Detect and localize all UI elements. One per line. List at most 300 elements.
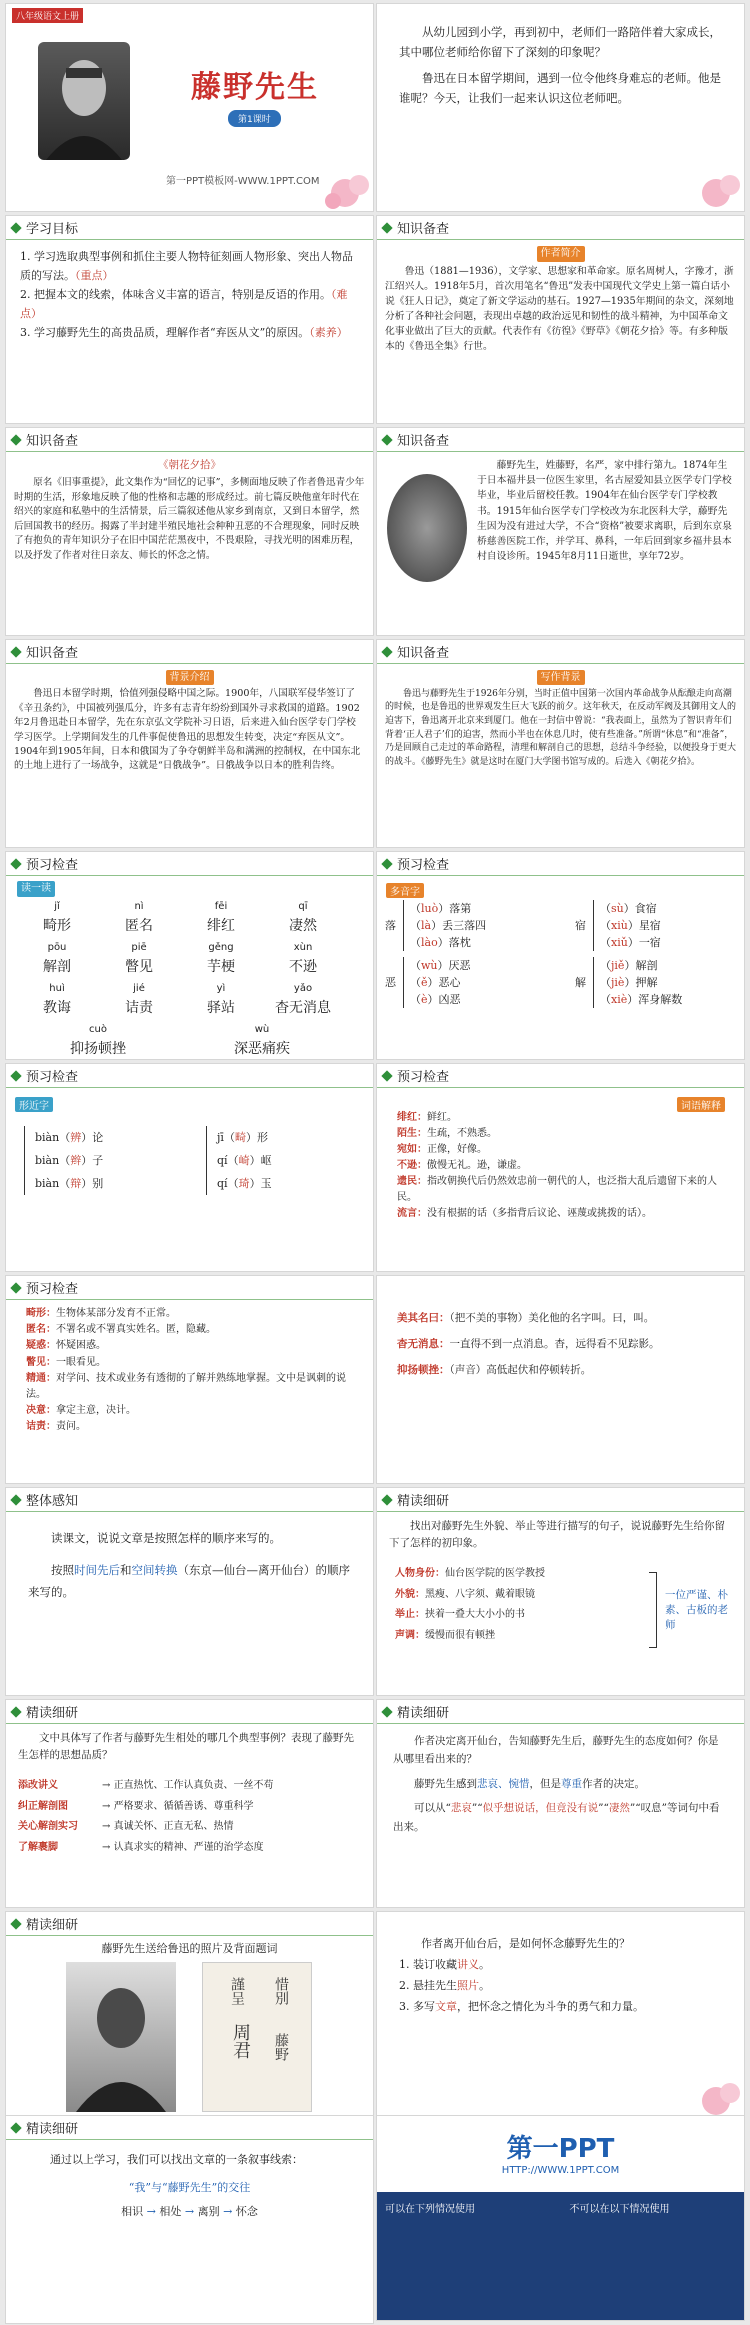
polyphone-item: （jiè）押解 [600,976,658,990]
answer-text: 1. 装订收藏 [399,1957,457,1971]
word: 诘责 [125,1000,153,1017]
diamond-icon [10,1282,21,1293]
answer-key: 尊重 [561,1777,582,1790]
inscription-text: 惜別 [273,1977,289,2005]
slide-attitude [376,1699,745,1908]
word: 芋梗 [207,959,235,976]
pinyin: xùn [293,942,313,954]
slide-remember [376,1911,745,2120]
diamond-icon [10,434,21,445]
pinyin: piē [131,942,147,954]
polyphone-item: （là）丢三落四 [410,919,487,933]
word: 驿站 [207,1000,235,1017]
vocab-item [26,1403,359,1419]
value: 挟着一叠大大小小的书 [425,1609,525,1620]
fujino-text: 藤野先生，姓藤野，名严，家中排行第九。1874年生于日本福井县一位医生家里，名古屋爱知县立医学专门学校毕业，毕业后留校任教。1904年在仙台医学专门学校教书。1915年仙台医学专门学校改为东北医科大学，藤野先生因为没有进过大学，不合“资格”被要求离职，后到东京泉桥慈善医院工作，并学耳、鼻科，一年后回到家乡福井县本村自设诊所。1945年8月11日逝世，享年72岁。 [477,460,732,563]
term: 诘责： [26,1421,56,1433]
answer-text: 作者的决定。 [582,1777,645,1790]
diamond-icon [10,1918,21,1929]
goal-tag: （难点） [20,287,348,320]
question: 文中具体写了作者与藤野先生相处的哪几个典型事例？表现了藤野先生怎样的思想品质？ [18,1732,354,1761]
char: 辨 [70,1131,82,1144]
similar-item: jī（畸）形 [217,1131,268,1144]
suffix: 论 [92,1131,104,1144]
slide-vocab-3 [376,1275,745,1484]
suffix: 子 [92,1154,104,1168]
definition: 怀疑困惑。 [56,1340,106,1352]
pinyin-item [180,940,262,979]
header-title: 预习检查 [26,1282,79,1297]
diamond-icon [10,2122,21,2133]
pinyin: qí [217,1177,228,1191]
intro-paragraph-2: 鲁迅在日本留学期间，遇到一位令他终身难忘的老师。他是谁呢？今天，让我们一起来认识这位老师吧。 [399,71,721,106]
slide-header [377,1064,744,1088]
clue-step: 离别 [197,2204,220,2218]
pinyin-item [262,899,344,938]
header-title: 知识备查 [397,434,450,449]
event-row: 关心解剖实习 → 真诚关怀、正直无私、热情 [18,1817,274,1838]
word: 一宿 [638,936,661,950]
slide-header [377,216,744,240]
pinyin: fēi [214,901,228,913]
question: 作者决定离开仙台，告知藤野先生后，藤野先生的态度如何？你是从哪里看出来的？ [393,1735,719,1766]
section-tag: 背景介绍 [166,670,214,685]
header-title: 知识备查 [397,222,450,237]
pinyin-item [180,899,262,938]
pinyin: biàn [35,1131,60,1144]
brand-url[interactable]: HTTP://WWW.1PPT.COM [501,2165,620,2176]
goal-tag: （素养） [309,325,348,339]
slide-impression [376,1487,745,1696]
vocab-item [397,1336,730,1354]
answer-text: ，但是 [529,1777,561,1790]
goal-tag: （重点） [75,268,114,282]
definition: 一直得不到一点消息。杳，远得看不见踪影。 [449,1337,660,1350]
pinyin: jǐ [54,901,60,913]
fujino-photo [66,1962,176,2112]
polyphone-item: （jiě）解剖 [600,959,658,973]
answer-key: 悲哀 [450,1802,472,1815]
definition: 不署名或不署真实姓名。匿，隐藏。 [56,1324,216,1336]
vocab-item [26,1355,359,1371]
word: 匿名 [125,918,153,935]
goal-text: 1. 学习选取典型事例和抓住主要人物特征刻画人物形象、突出人物品质的写法。 [20,250,353,282]
header-title: 预习检查 [397,1070,450,1085]
goal-3 [20,324,359,343]
section-tag: 读一读 [17,881,55,897]
word: 凶恶 [438,993,461,1007]
answer-text: 按照 [51,1562,74,1577]
diamond-icon [381,1706,392,1717]
word: 星宿 [638,919,661,933]
word: 恶心 [438,976,461,990]
term: 流言： [397,1208,427,1219]
char: 辩 [70,1177,82,1191]
event: 纠正解剖图 [18,1800,68,1812]
slide-background [5,639,374,848]
section-tag: 词语解释 [677,1097,725,1112]
answer-text: 可以从“ [414,1802,451,1815]
slide-header [6,1276,373,1300]
pinyin-row-4 [16,1022,363,1060]
description-list [395,1564,545,1646]
brand-logo: 第一PPT [506,2134,615,2164]
pinyin-row-2 [16,940,363,979]
label: 外貌： [395,1588,425,1600]
word: 凄然 [289,918,317,935]
term: 瞥见： [26,1356,56,1368]
pinyin: lào [421,936,438,950]
pinyin-item [16,940,98,979]
suffix: 别 [92,1177,104,1191]
vocab-item [397,1158,730,1174]
quality: 正直热忱、工作认真负责、一丝不苟 [113,1780,274,1791]
pinyin-item [98,940,180,979]
diamond-icon [10,1706,21,1717]
pinyin: sù [611,902,624,915]
pinyin-item [262,981,344,1020]
event-row: 添改讲义 → 正直热忱、工作认真负责、一丝不苟 [18,1776,274,1797]
answer-3 [399,1997,722,2018]
slide-fujino [376,427,745,636]
pinyin-item [180,1022,344,1060]
pinyin: là [421,919,432,933]
goal-1 [20,248,359,286]
pinyin: huì [49,982,65,994]
flower-decoration-icon [295,163,373,211]
header-title: 预习检查 [397,858,450,873]
section-tag: 形近字 [15,1097,53,1112]
pinyin: wù [254,1023,270,1035]
answer-1 [399,1955,722,1976]
question: 通过以上学习，我们可以找出文章的一条叙事线索： [50,2153,303,2166]
diamond-icon [381,1070,392,1081]
answer-text: 和 [120,1562,132,1577]
slide-author [376,215,745,424]
term: 疑惑： [26,1340,56,1352]
clue-step: 怀念 [235,2204,258,2218]
portrait-icon [38,42,130,160]
pinyin: jié [133,982,145,994]
section-tag: 多音字 [386,883,424,898]
diamond-icon [381,1494,392,1505]
answer-text: 2. 悬挂先生 [399,1978,457,1992]
slide-book [5,427,374,636]
clue-step: 相识 [121,2204,144,2218]
event: 关心解剖实习 [18,1821,78,1832]
pinyin-item [98,981,180,1020]
slide-writing-background [376,639,745,848]
summary: 一位严谨、朴素、古板的老师 [665,1589,728,1632]
word: 食宿 [634,902,657,915]
photo-title: 藤野先生送给鲁迅的照片及背面题词 [101,1942,278,1955]
diamond-icon [10,1494,21,1505]
quality: 真诚关怀、正直无私、热情 [113,1821,234,1832]
polyphone-item: （luò）落第 [410,902,472,915]
answer-text: 。 [479,1978,490,1992]
diamond-icon [10,222,21,233]
definition: 一眼看见。 [56,1356,106,1368]
book-text: 原名《旧事重提》，此文集作为“回忆的记事”，多侧面地反映了作者鲁迅青少年时期的生活，形象地反映了他的性格和志趣的形成经过。前七篇反映他童年时代在绍兴的家庭和私塾中的生活情景，后三篇叙述他从家乡到南京，又到日本留学，然后回国教书的经历。揭露了半封建半殖民地社会种种丑恶的不合理现象，同时反映了有抱负的青年知识分子在旧中国茫茫黑夜中，不畏艰险，寻找光明的困难历程，以及抒发了作者对往日亲友、师长的怀念之情。 [14,476,365,561]
word: 深恶痛疾 [234,1040,290,1057]
word: 解剖 [43,959,71,976]
pinyin: wù [421,959,438,973]
pinyin-item [16,981,98,1020]
event-list [18,1776,274,1858]
diamond-icon [10,1070,21,1081]
slide-cover [5,3,374,212]
slide-intro [376,3,745,212]
diamond-icon [381,858,392,869]
pinyin: qī [298,901,308,913]
similar-item: qí（崎）岖 [217,1154,272,1168]
word: 不逊 [289,959,317,976]
term: 匿名： [26,1324,56,1336]
slide-polyphones [376,851,745,1060]
term: 美其名曰： [397,1312,450,1324]
writing-background-text: 鲁迅与藤野先生于1926年分别，当时正值中国第一次国内革命战争从酝酿走向高潮的时候，也是鲁迅的世界观发生巨大飞跃的前夕。这年秋天，在反动军阀及其御用文人的迫害下，鲁迅离开北京来到厦门。他在一封信中曾说：“我表面上，虽然为了智识青年们背着‘正人君子’们的迫害，然而小半也在休息几时，使有些准备。”所谓“休息”和“准备”，乃是回顾自己走过的革命路程，清理和解剖自己的思想，总结斗争经验，以便投身于更大的战斗。《藤野先生》就是这时在厦门大学图书馆写成的。后选入《朝花夕拾》。 [385,688,737,768]
slide-header [377,1488,744,1512]
diamond-icon [10,646,21,657]
lesson-button[interactable]: 第1课时 [228,110,281,127]
term: 宛如： [397,1144,427,1155]
answer-key: 文章 [435,1999,457,2013]
answer-key: 照片 [457,1978,479,1992]
description-row [395,1564,545,1585]
slide-clue [5,2115,374,2324]
word: 丢三落四 [442,919,487,933]
polyphone-item: （ě）恶心 [410,976,461,990]
flower-decoration-icon [666,163,744,211]
vocab-item [397,1310,730,1328]
diamond-icon [10,858,21,869]
label: 声调： [395,1629,425,1641]
similar-item: qí（琦）玉 [217,1177,272,1191]
answer-key: 讲义 [457,1957,479,1971]
inscription-card [202,1962,312,2112]
answer-1 [393,1775,728,1793]
pinyin: nì [134,901,144,913]
slide-header [6,852,373,876]
diamond-icon [381,646,392,657]
description-row [395,1626,545,1647]
pinyin-item [98,899,180,938]
bracket [649,1572,657,1648]
slide-header [6,216,373,240]
answer-key: 悲哀、惋惜 [477,1777,530,1790]
header-title: 精读细研 [397,1706,450,1721]
vocab-item [26,1419,359,1435]
author-text: 鲁迅（1881—1936），文学家、思想家和革命家。原名周树人，字豫才，浙江绍兴人。1918年5月，首次用笔名“鲁迅”发表中国现代文学史上第一篇白话小说《狂人日记》，奠定了新文学运动的基石。1927—1935年期间的杂文，深刻地分析了各种社会问题，表现出卓越的政治远见和韧性的战斗精神，为中国革命文化事业做出了巨大的贡献。代表作有《彷徨》《野草》《朝花夕拾》等。有多种版本的《鲁迅全集》行世。 [385,265,734,353]
term: 绯红： [397,1112,427,1123]
header-title: 精读细研 [397,1494,450,1509]
header-title: 整体感知 [26,1494,79,1509]
word: 抑扬顿挫 [70,1040,126,1057]
similar-item: biàn（辩）别 [35,1177,104,1191]
suffix: 岖 [260,1154,272,1168]
inscription-text: 藤野 [273,2033,289,2061]
pinyin-item [262,940,344,979]
portrait-fujino [387,474,467,582]
photo-portrait-icon [66,1962,176,2112]
answer-key: 空间转换 [131,1562,178,1577]
event-row: 纠正解剖图 → 严格要求、循循善诱、尊重科学 [18,1797,274,1818]
answer [28,1560,351,1604]
answer-key: 时间先后 [74,1562,120,1577]
slide-similar-chars [5,1063,374,1272]
portrait-luxun [38,42,130,160]
pinyin: cuò [89,1023,107,1035]
header-title: 预习检查 [26,858,79,873]
slide-photo [5,1911,374,2120]
ad-right-title: 不可以在以下情况使用 [569,2204,670,2215]
header-title: 知识备查 [26,646,79,661]
polyphone-item: （xiǔ）一宿 [600,936,661,950]
answer-text: 藤野先生感到 [414,1777,477,1790]
vocab-item [397,1126,730,1142]
polyphone-item: （xiè）浑身解数 [600,993,683,1007]
word: 浑身解数 [638,993,683,1007]
slide-header [377,852,744,876]
question: 找出对藤野先生外貌、举止等进行描写的句子，说说藤野先生给你留下了怎样的初印象。 [389,1520,725,1549]
term: 杳无消息： [397,1337,450,1350]
value: 黑瘦、八字须、戴着眼镜 [425,1588,535,1600]
similar-item: biàn（辫）子 [35,1154,104,1168]
answer-text: ”“ [471,1802,483,1815]
slide-overall [5,1487,374,1696]
slide-vocab-1 [376,1063,745,1272]
pinyin: yì [216,982,226,994]
polyphone-char: 落 [385,919,396,933]
grade-badge: 八年级语文上册 [12,8,83,23]
ad-panel [377,2192,745,2321]
pinyin: xiǔ [611,936,628,950]
definition: 责问。 [56,1421,86,1433]
inscription-text: 謹呈 [229,1977,245,2005]
term: 畸形： [26,1308,56,1319]
pinyin: jiě [611,959,625,973]
section-tag: 作者简介 [537,246,585,262]
word: 厌恶 [448,959,471,973]
polyphone-top [385,900,740,951]
answer-2 [393,1799,728,1836]
pinyin: è [421,993,428,1007]
clue-steps: 相识 → 相处 → 离别 → 怀念 [121,2204,258,2218]
polyphone-item: （xiù）星宿 [600,919,661,933]
char: 琦 [238,1177,250,1191]
answer-text: 。 [479,1957,490,1971]
term: 抑扬顿挫： [397,1363,450,1376]
char: 畸 [234,1131,246,1144]
header-title: 知识备查 [397,646,450,661]
header-title: 学习目标 [26,222,79,237]
definition: （把不美的事物）美化他的名字叫。曰，叫。 [449,1312,655,1324]
suffix: 形 [256,1131,268,1144]
header-title: 预习检查 [26,1070,79,1085]
ad-left-title: 可以在下列情况使用 [385,2204,475,2215]
definition: 傲慢无礼。逊，谦虚。 [427,1160,527,1171]
intro-paragraph-1: 从幼儿园到小学，再到初中，老师们一路陪伴着大家成长，其中哪位老师给你留下了深刻的印象呢？ [399,25,721,60]
pinyin-item [16,1022,180,1060]
slide-header [6,428,373,452]
vocab-item [26,1322,359,1338]
answer-text: 3. 多写 [399,1999,435,2013]
slide-header [6,1064,373,1088]
term: 陌生： [397,1128,427,1139]
value: 仙台医学院的医学教授 [445,1568,545,1579]
question: 作者离开仙台后，是如何怀念藤野先生的？ [421,1937,630,1950]
answer-text: ”“ [598,1802,609,1815]
word: 畸形 [43,918,71,935]
answer-text: （东京—仙台—离开仙台）的顺序来写的。 [28,1562,350,1599]
word: 落枕 [448,936,471,950]
description-row [395,1585,545,1606]
pinyin: xiè [611,993,628,1007]
slide-header [6,1700,373,1724]
header-title: 知识备查 [26,434,79,449]
event: 了解裹脚 [18,1841,58,1853]
polyphone-bottom [385,957,740,1008]
header-title: 精读细研 [26,2122,79,2137]
pinyin-item [180,981,262,1020]
pinyin: xiù [611,919,628,933]
pinyin-item [16,899,98,938]
diamond-icon [381,222,392,233]
diamond-icon [381,434,392,445]
slide-reading [5,851,374,1060]
term: 不逊： [397,1160,427,1171]
event: 添改讲义 [18,1780,58,1791]
pinyin: yǎo [293,982,313,994]
definition: 生物体某部分发育不正常。 [56,1308,176,1319]
question: 读课文，说说文章是按照怎样的顺序来写的。 [51,1531,281,1545]
answer-text: ，把怀念之情化为斗争的勇气和力量。 [457,1999,644,2013]
polyphone-char: 恶 [385,976,396,990]
event-row: 了解裹脚 → 认真求实的精神、严谨的治学态度 [18,1838,274,1859]
polyphone-item: （è）凶恶 [410,993,461,1007]
polyphone-char: 解 [575,976,586,990]
pinyin: jī [217,1131,224,1144]
char: 辫 [70,1154,82,1168]
slide-header [6,1488,373,1512]
flower-decoration-icon [666,2071,744,2119]
word: 押解 [635,976,658,990]
quality: 严格要求、循循善诱、尊重科学 [113,1800,254,1812]
word: 绯红 [207,918,235,935]
polyphone-item: （lào）落枕 [410,936,471,950]
label: 人物身份： [395,1568,445,1579]
term: 决意： [26,1405,56,1417]
definition: 生疏，不熟悉。 [427,1128,497,1139]
slide-ad [376,2115,745,2321]
inscription-text: 周君 [230,2023,251,2059]
slide-header [377,428,744,452]
quality: 认真求实的精神、严谨的治学态度 [113,1841,264,1853]
goal-2 [20,286,359,324]
pinyin: gěng [208,942,234,954]
slide-header [377,1700,744,1724]
word: 解剖 [635,959,658,973]
value: 缓慢而很有顿挫 [425,1629,495,1641]
definition: 拿定主意，决计。 [56,1405,136,1417]
definition: 没有根据的话（多指背后议论、诬蔑或挑拨的话）。 [427,1208,652,1219]
suffix: 玉 [260,1177,272,1191]
vocab-item [26,1371,359,1403]
pinyin: pōu [47,942,67,954]
word: 教诲 [43,1000,71,1017]
char: 崎 [238,1154,250,1168]
answer-text: ”“叹息”等词句中看出来。 [393,1802,720,1833]
